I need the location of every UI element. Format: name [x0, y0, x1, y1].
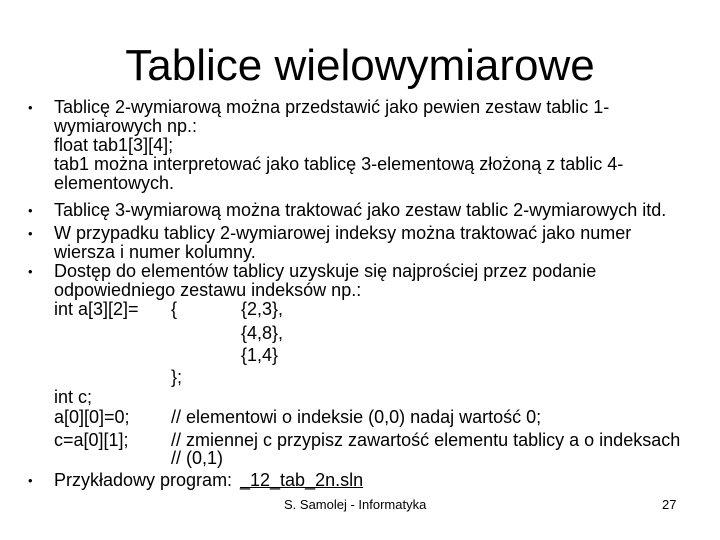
- bullet-marker: •: [28, 100, 33, 115]
- bullet-marker: •: [28, 264, 33, 279]
- bullet-marker: •: [28, 473, 33, 488]
- code-array-declaration: int a[3][2]=: [54, 299, 139, 319]
- bullet-3-line-1: W przypadku tablicy 2-wymiarowej indeksy można traktować jako numer: [54, 223, 632, 243]
- bullet-4-line-2: odpowiedniego zestawu indeksów np.:: [54, 280, 362, 300]
- bullet-3-line-2: wiersza i numer kolumny.: [54, 242, 256, 262]
- bullet-1-line-4: tab1 można interpretować jako tablicę 3-elementową złożoną z tablic 4-: [54, 154, 624, 174]
- footer-author: S. Samolej - Informatyka: [284, 497, 427, 512]
- example-program-link[interactable]: _12_tab_2n.sln: [240, 470, 364, 490]
- code-assign-c: c=a[0][1];: [54, 430, 129, 450]
- code-int-c: int c;: [54, 387, 93, 407]
- code-comment-c-1: // zmiennej c przypisz zawartość elementu tablicy a o indeksach: [171, 430, 681, 450]
- bullet-2-line-1: Tablicę 3-wymiarową można traktować jako zestaw tablic 2-wymiarowych itd.: [54, 200, 667, 220]
- code-comment-a00: // elementowi o indeksie (0,0) nadaj wartość 0;: [171, 407, 542, 427]
- code-row-3: {1,4}: [241, 345, 279, 365]
- code-row-1: {2,3},: [241, 299, 284, 319]
- bullet-1-line-5: elementowych.: [54, 173, 175, 193]
- code-row-2: {4,8},: [241, 323, 284, 343]
- footer-page-number: 27: [662, 497, 677, 512]
- bullet-4-line-1: Dostęp do elementów tablicy uzyskuje się najprościej przez podanie: [54, 261, 597, 281]
- code-brace-close: };: [171, 367, 183, 387]
- slide-title: Tablice wielowymiarowe: [125, 41, 595, 90]
- bullet-1-line-1: Tablicę 2-wymiarową można przedstawić jako pewien zestaw tablic 1-: [54, 97, 610, 117]
- code-assign-a00: a[0][0]=0;: [54, 407, 130, 427]
- example-program-label: Przykładowy program:: [54, 470, 233, 490]
- code-comment-c-2: // (0,1): [171, 448, 224, 468]
- code-brace-open: {: [171, 299, 178, 319]
- bullet-1-code: float tab1[3][4];: [54, 135, 174, 155]
- bullet-marker: •: [28, 203, 33, 218]
- bullet-1-line-2: wymiarowych np.:: [54, 116, 198, 136]
- bullet-marker: •: [28, 226, 33, 241]
